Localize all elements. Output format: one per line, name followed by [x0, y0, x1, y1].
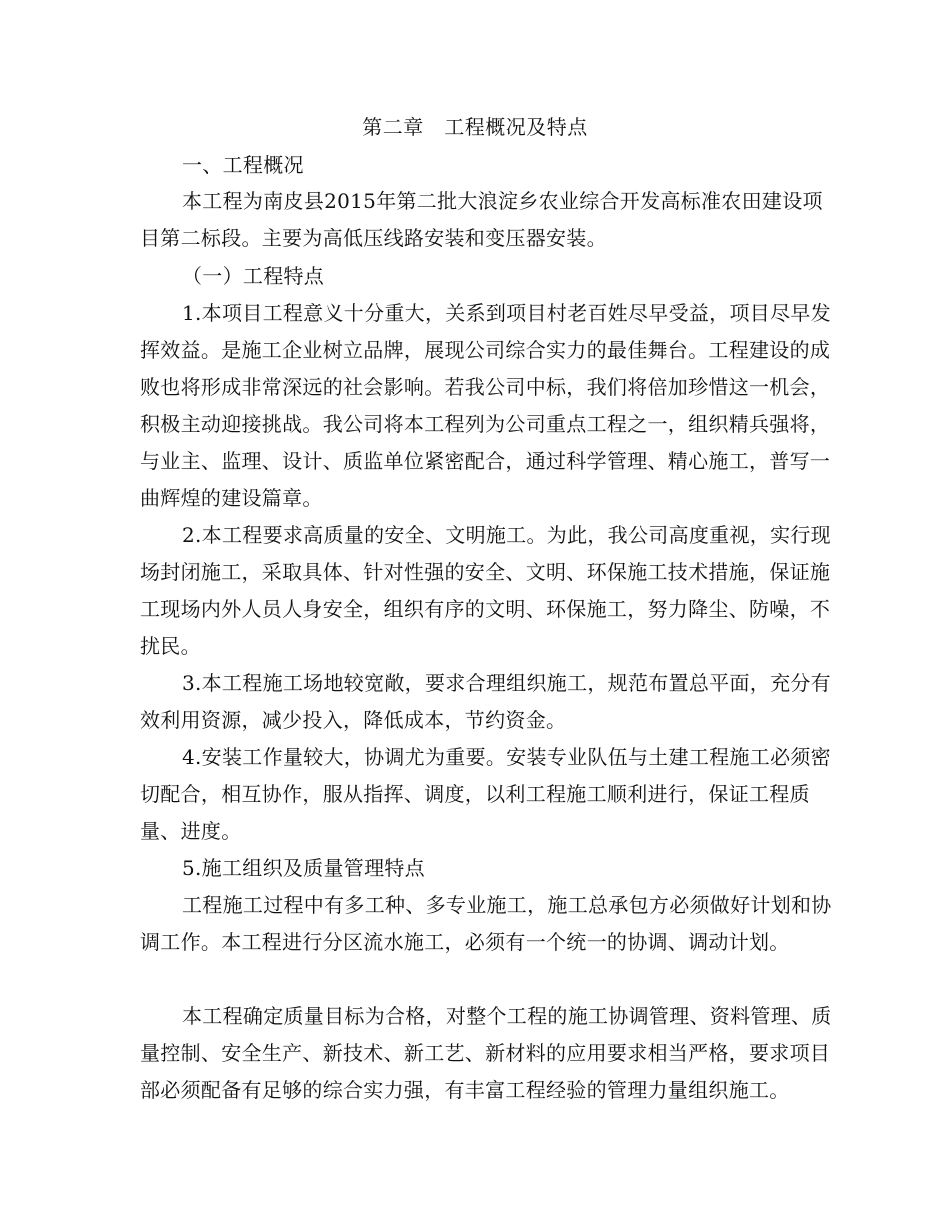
subsection-heading-features: （一）工程特点 — [182, 264, 325, 288]
chapter-title: 第二章 工程概况及特点 — [362, 115, 588, 139]
section-heading-overview: 一、工程概况 — [182, 153, 304, 177]
feature-paragraph-3: 3.本工程施工场地较宽敞，要求合理组织施工，规范布置总平面，充分有效利用资源，减少投入，降低成本，节约资金。 — [140, 671, 831, 732]
feature-paragraph-7: 本工程确定质量目标为合格，对整个工程的施工协调管理、资料管理、质量控制、安全生产、新技术、新工艺、新材料的应用要求相当严格，要求项目部必须配备有足够的综合实力强，有丰富工程经验的管理力量组织施工。 — [140, 1004, 832, 1102]
feature-paragraph-5-title: 5.施工组织及质量管理特点 — [182, 856, 425, 880]
feature-paragraph-1: 1.本项目工程意义十分重大，关系到项目村老百姓尽早受益，项目尽早发挥效益。是施工企业树立品牌，展现公司综合实力的最佳舞台。工程建设的成败也将形成非常深远的社会影响。若我公司中标，我们将倍加珍惜这一机会，积极主动迎接挑战。我公司将本工程列为公司重点工程之一，组织精兵强将，与业主、监理、设计、质监单位紧密配合，通过科学管理、精心施工，普写一曲辉煌的建设篇章。 — [140, 301, 831, 510]
feature-paragraph-6: 工程施工过程中有多工种、多专业施工，施工总承包方必须做好计划和协调工作。本工程进行分区流水施工，必须有一个统一的协调、调动计划。 — [140, 893, 832, 954]
feature-paragraph-2: 2.本工程要求高质量的安全、文明施工。为此，我公司高度重视，实行现场封闭施工，采取具体、针对性强的安全、文明、环保施工技术措施，保证施工现场内外人员人身安全，组织有序的文明、环保施工，努力降尘、防噪，不扰民。 — [140, 523, 831, 658]
intro-paragraph: 本工程为南皮县2015年第二批大浪淀乡农业综合开发高标准农田建设项目第二标段。主要为高低压线路安装和变压器安装。 — [140, 189, 823, 250]
feature-paragraph-4: 4.安装工作量较大，协调尤为重要。安装专业队伍与土建工程施工必须密切配合，相互协作，服从指挥、调度，以利工程施工顺利进行，保证工程质量、进度。 — [140, 745, 831, 843]
